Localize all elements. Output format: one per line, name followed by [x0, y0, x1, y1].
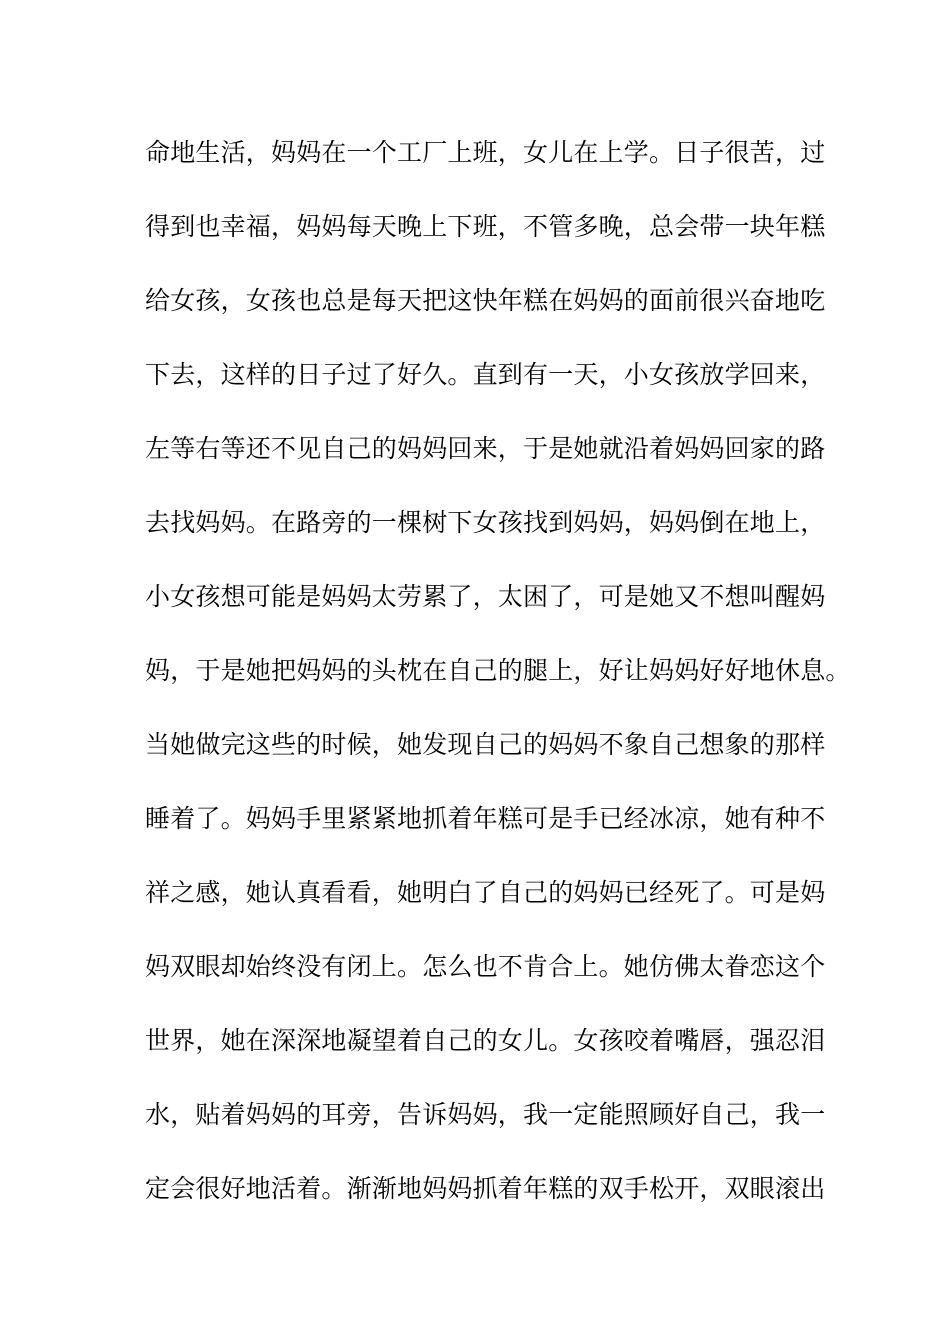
text-line: 得到也幸福，妈妈每天晚上下班，不管多晚，总会带一块年糕: [145, 212, 826, 241]
text-line: 下去，这样的日子过了好久。直到有一天，小女孩放学回来，: [145, 360, 826, 389]
text-line: 妈，于是她把妈妈的头枕在自己的腿上，好让妈妈好好地休息。: [145, 656, 851, 685]
text-line: 定会很好地活着。渐渐地妈妈抓着年糕的双手松开，双眼滚出: [145, 1174, 826, 1203]
text-line: 命地生活，妈妈在一个工厂上班，女儿在上学。日子很苦，过: [145, 138, 826, 167]
text-line: 给女孩，女孩也总是每天把这快年糕在妈妈的面前很兴奋地吃: [145, 286, 826, 315]
text-line: 左等右等还不见自己的妈妈回来，于是她就沿着妈妈回家的路: [145, 434, 826, 463]
story-text: [145, 128, 851, 1238]
text-line: 小女孩想可能是妈妈太劳累了，太困了，可是她又不想叫醒妈: [145, 582, 826, 611]
text-line: 祥之感，她认真看看，她明白了自己的妈妈已经死了。可是妈: [145, 878, 826, 907]
text-line: 世界，她在深深地凝望着自己的女儿。女孩咬着嘴唇，强忍泪: [145, 1026, 826, 1055]
text-line: 水，贴着妈妈的耳旁，告诉妈妈，我一定能照顾好自己，我一: [145, 1100, 826, 1129]
text-line: 睡着了。妈妈手里紧紧地抓着年糕可是手已经冰凉，她有种不: [145, 804, 826, 833]
text-line: 当她做完这些的时候，她发现自己的妈妈不象自己想象的那样: [145, 730, 826, 759]
text-line: 去找妈妈。在路旁的一棵树下女孩找到妈妈，妈妈倒在地上，: [145, 508, 826, 537]
text-line: 妈双眼却始终没有闭上。怎么也不肯合上。她仿佛太眷恋这个: [145, 952, 826, 981]
